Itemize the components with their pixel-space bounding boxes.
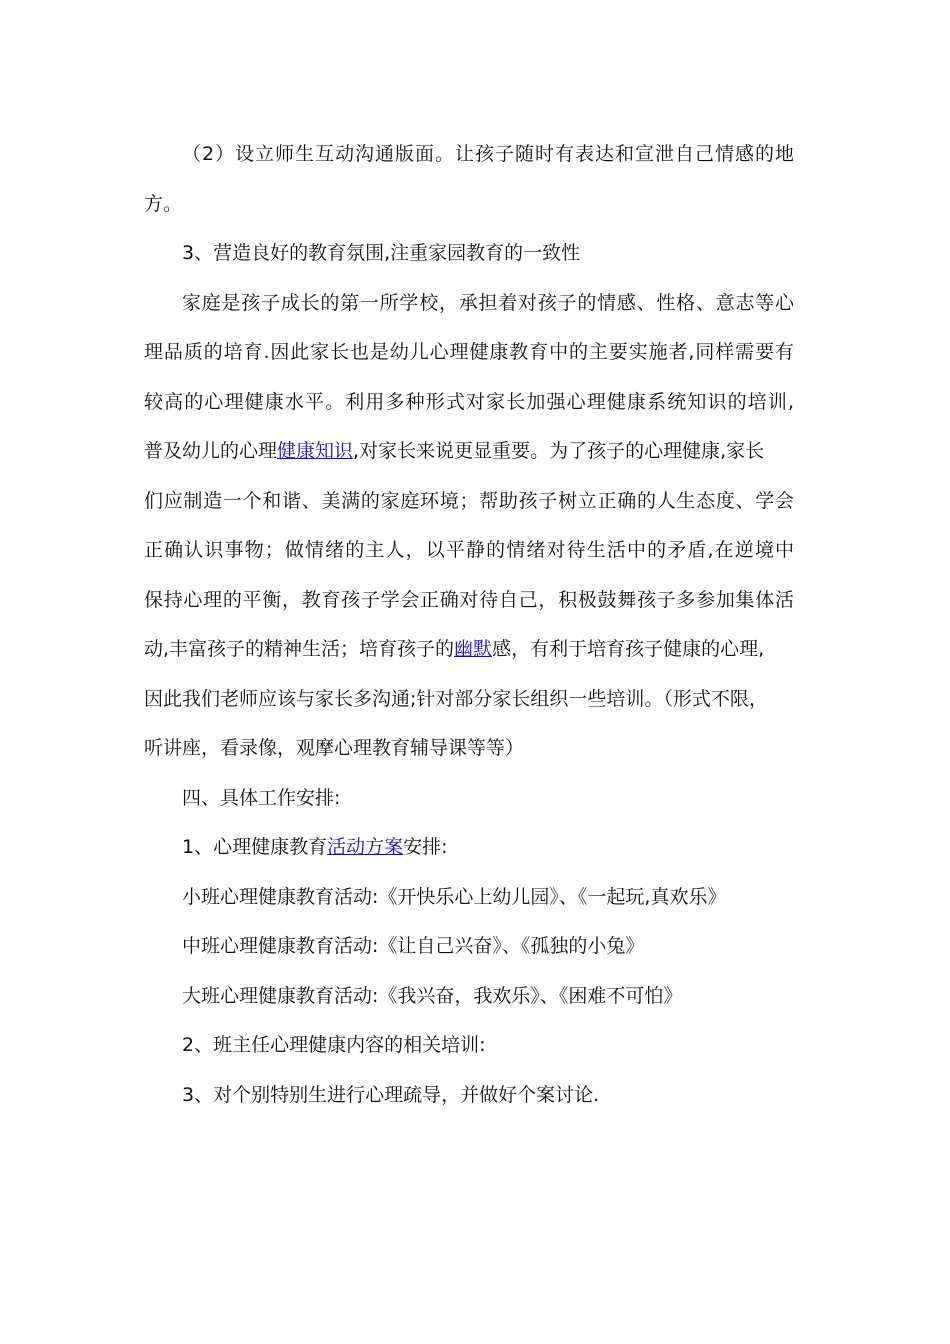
list-item: 中班心理健康教育活动:《让自己兴奋》、《孤独的小兔》 [182,935,645,957]
paragraph-line: 因此我们老师应该与家长多沟通;针对部分家长组织一些培训。（形式不限， [144,687,768,710]
list-item: 大班心理健康教育活动:《我兴奋，我欢乐》、《困难不可怕》 [182,984,683,1007]
health-knowledge-link[interactable]: 健康知识 [277,440,354,462]
list-item: 2、班主任心理健康内容的相关培训: [182,1034,486,1056]
paragraph-line: 们应制造一个和谐、美满的家庭环境；帮助孩子树立正确的人生态度、学会 [144,489,794,512]
paragraph-line: 家庭是孩子成长的第一所学校，承担着对孩子的情感、性格、意志等心 [182,291,794,314]
paragraph-line [144,427,794,477]
text-segment: 1、心理健康教育 [182,836,328,858]
list-item [144,823,794,873]
paragraph-line: 方。 [144,192,183,215]
paragraph-line: 保持心理的平衡，教育孩子学会正确对待自己，积极鼓舞孩子多参加集体活 [144,588,794,611]
text-segment: 感，有利于培育孩子健康的心理, [492,638,765,660]
paragraph-line: 较高的心理健康水平。利用多种形式对家长加强心理健康系统知识的培训, [144,390,794,413]
paragraph-line [144,625,794,675]
list-item: 小班心理健康教育活动:《开快乐心上幼儿园》、《一起玩,真欢乐》 [182,885,727,908]
list-item: 3、对个别特别生进行心理疏导，并做好个案讨论. [182,1083,600,1106]
text-segment: 动,丰富孩子的精神生活；培育孩子的 [144,638,455,660]
paragraph-line: （2）设立师生互动沟通版面。让孩子随时有表达和宣泄自己情感的地 [182,143,794,165]
text-segment: ,对家长来说更显重要。为了孩子的心理健康,家长 [353,440,765,462]
document-body [144,130,794,1120]
section-heading: 四、具体工作安排: [182,786,341,809]
paragraph-line: 正确认识事物；做情绪的主人，以平静的情绪对待生活中的矛盾,在逆境中 [144,539,794,561]
paragraph-line: 理品质的培育.因此家长也是幼儿心理健康教育中的主要实施者,同样需要有 [144,341,794,363]
paragraph-line: 听讲座，看录像，观摩心理教育辅导课等等） [144,737,525,759]
humor-link[interactable]: 幽默 [454,638,493,660]
activity-plan-link[interactable]: 活动方案 [327,836,404,858]
text-segment: 普及幼儿的心理 [144,440,278,462]
section-heading: 3、营造良好的教育氛围,注重家园教育的一致性 [182,242,581,264]
text-segment: 安排: [403,836,448,858]
